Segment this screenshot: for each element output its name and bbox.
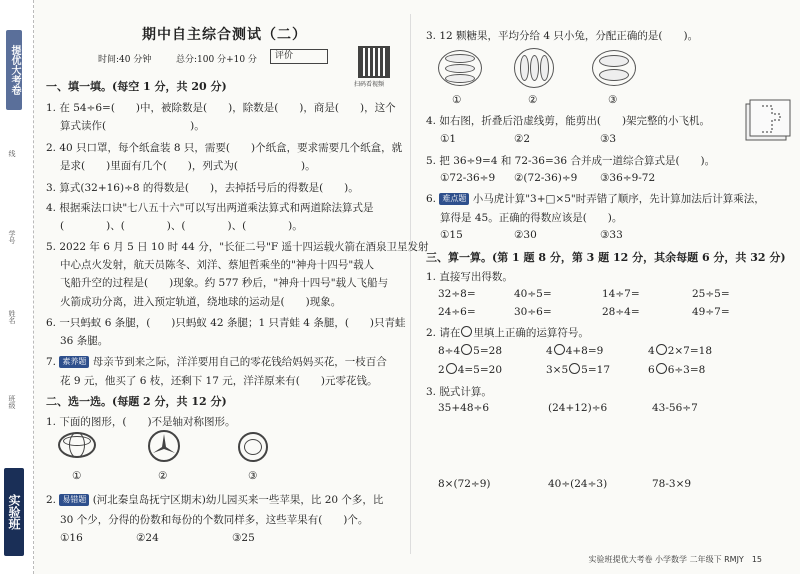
q5-line-a: 5. 2022 年 6 月 5 日 10 时 44 分，"长征二号"F 遥十四运载火箭在酒泉卫星发射 <box>46 241 429 253</box>
choice-3-question: 3. 12 颗糖果，平均分给 4 只小兔，分配正确的是( )。 <box>426 30 699 42</box>
side-label-class: 班级 <box>8 395 16 409</box>
choice-2-line-b: 30 个少，分得的份数和每份的个数同样多，这些苹果有( )个。 <box>60 514 369 526</box>
page-title: 期中自主综合测试（二） <box>142 27 307 43</box>
literacy-badge: 素养题 <box>59 356 89 368</box>
q7-line-a: 7. 素养题 母亲节到来之际，洋洋要用自己的零花钱给妈妈买花，一枝百合 <box>46 356 387 368</box>
q4-line-a: 4. 根据乘法口诀"七八五十六"可以写出两道乘法算式和两道除法算式是 <box>46 202 374 214</box>
arith-3-r1-c3[interactable]: 43-56÷7 <box>652 402 698 414</box>
choice-6-option-2[interactable]: ②30 <box>514 229 537 241</box>
arith-1-r2-c4[interactable]: 49÷7= <box>692 306 730 318</box>
q7-line-b: 花 9 元，他买了 6 枝，还剩下 17 元，洋洋原来有( )元零花钱。 <box>60 375 378 387</box>
arith-2-r2-c1: 2 4=5=20 <box>438 364 503 376</box>
arith-2-text-a: 2. 请在 <box>426 327 461 339</box>
choice-5-option-2[interactable]: ②(72-36)÷9 <box>514 172 578 184</box>
side-label-line: 线 <box>8 150 16 157</box>
choice-2-line-a: 2. 易错题 (河北秦皇岛抚宁区期末)幼儿园买来一些苹果，比 20 个多，比 <box>46 494 384 506</box>
mercedes-logo-icon <box>148 430 180 462</box>
q2-line-a: 2. 40 只口罩，每个纸盒装 8 只，需要( )个纸盒，要求需要几个纸盒，就 <box>46 142 403 154</box>
arith-1-r1-c1[interactable]: 32÷8= <box>438 288 476 300</box>
arith-3-r2-c2[interactable]: 40÷(24÷3) <box>548 478 608 490</box>
arith-1-r1-c2[interactable]: 40÷5= <box>514 288 552 300</box>
side-label-number: 学号 <box>8 230 16 244</box>
q6-line-b: 36 条腿。 <box>60 335 109 347</box>
q2-line-b: 是求( )里面有几个( )，列式为( )。 <box>60 160 316 172</box>
candy-plate-2-icon <box>514 48 554 88</box>
arith-2-text-b: 里填上正确的运算符号。 <box>473 327 589 339</box>
q7-text-a: 母亲节到来之际，洋洋要用自己的零花钱给妈妈买花，一枝百合 <box>92 356 387 368</box>
error-prone-badge: 易错题 <box>59 494 89 506</box>
qr-code-icon[interactable] <box>358 46 390 78</box>
choice-6-option-1[interactable]: ①15 <box>440 229 463 241</box>
binding-margin <box>0 0 34 574</box>
section-3-heading: 三、算一算。(第 1 题 8 分，第 3 题 12 分，其余每题 6 分，共 32 分) <box>426 251 786 264</box>
choice-1-option-1[interactable]: ① <box>72 470 82 482</box>
section-2-heading: 二、选一选。(每题 2 分，共 12 分) <box>46 395 227 408</box>
choice-2-option-2[interactable]: ②24 <box>136 532 159 544</box>
blank-circle-icon <box>461 326 472 337</box>
q3-line: 3. 算式(32+16)÷8 的得数是( )，去掉括号后的得数是( )。 <box>46 182 359 194</box>
qr-caption: 扫码看视频 <box>354 81 385 88</box>
choice-5-option-3[interactable]: ③36÷9-72 <box>600 172 656 184</box>
choice-2-text-a: (河北秦皇岛抚宁区期末)幼儿园买来一些苹果，比 20 个多，比 <box>92 494 384 506</box>
candy-plate-1-icon <box>438 50 482 86</box>
arith-1-r2-c1[interactable]: 24÷6= <box>438 306 476 318</box>
toyota-logo-icon <box>58 432 96 458</box>
choice-4-option-2[interactable]: ②2 <box>514 133 531 145</box>
q5-line-d: 火箭成功分离，进入预定轨道，绕地球的运动是( )现象。 <box>60 296 342 308</box>
choice-3-option-2[interactable]: ② <box>528 94 538 106</box>
arith-1-r2-c3[interactable]: 28÷4= <box>602 306 640 318</box>
choice-6-line-b: 算得是 45。正确的得数应该是( )。 <box>440 212 623 224</box>
choice-4-option-1[interactable]: ①1 <box>440 133 457 145</box>
total-score: 总分:100 分+10 分 <box>176 55 257 65</box>
arith-2-r2-c2: 3×5 5=17 <box>546 364 611 376</box>
operator-blank[interactable] <box>656 363 667 374</box>
brand-bottom-label: 实验班 <box>4 468 24 556</box>
q6-line-a: 6. 一只蚂蚁 6 条腿，( )只蚂蚁 42 条腿；1 只青蛙 4 条腿，( )只青蛙 <box>46 317 406 329</box>
arith-2-r1-c3: 4 2×7=18 <box>648 345 713 357</box>
brand-top-label: 提优大考卷 <box>6 30 22 110</box>
choice-5-option-1[interactable]: ①72-36÷9 <box>440 172 496 184</box>
choice-1-option-2[interactable]: ② <box>158 470 168 482</box>
choice-6-text-a: 小马虎计算"3+□×5"时弄错了顺序，先计算加法后计算乘法， <box>472 193 765 205</box>
arith-2-r1-c2: 4 4+8=9 <box>546 345 604 357</box>
candy-plate-3-icon <box>592 50 636 86</box>
operator-blank[interactable] <box>461 344 472 355</box>
arith-1-r1-c4[interactable]: 25÷5= <box>692 288 730 300</box>
choice-6-line-a: 6. 难点题 小马虎计算"3+□×5"时弄错了顺序，先计算加法后计算乘法， <box>426 193 765 205</box>
operator-blank[interactable] <box>446 363 457 374</box>
page-footer: 实验班提优大考卷 小学数学 二年级下 RMJY 15 <box>588 555 762 564</box>
q4-line-b: ( )、( )、( )、( )。 <box>60 220 303 232</box>
arith-2-r1-c1: 8÷4 5=28 <box>438 345 503 357</box>
choice-4-question: 4. 如右图，折叠后沿虚线剪，能剪出( )架完整的小飞机。 <box>426 115 711 127</box>
choice-3-option-1[interactable]: ① <box>452 94 462 106</box>
choice-6-option-3[interactable]: ③33 <box>600 229 623 241</box>
arith-2-r2-c3: 6 6÷3=8 <box>648 364 706 376</box>
arith-1-r2-c2[interactable]: 30÷6= <box>514 306 552 318</box>
folded-paper-plane-icon <box>742 98 792 146</box>
arith-1-heading: 1. 直接写出得数。 <box>426 271 513 283</box>
choice-1-option-3[interactable]: ③ <box>248 470 258 482</box>
side-label-name: 姓名 <box>8 310 16 324</box>
q1-line-b: 算式读作( )。 <box>60 120 205 132</box>
section-1-heading: 一、填一填。(每空 1 分，共 20 分) <box>46 80 227 93</box>
operator-blank[interactable] <box>656 344 667 355</box>
arith-3-r2-c3[interactable]: 78-3×9 <box>652 478 692 490</box>
evaluation-box[interactable]: 评价 <box>270 49 328 64</box>
choice-4-option-3[interactable]: ③3 <box>600 133 617 145</box>
arith-3-heading: 3. 脱式计算。 <box>426 386 492 398</box>
difficulty-badge: 难点题 <box>439 193 469 205</box>
time-limit: 时间:40 分钟 <box>98 55 152 65</box>
choice-3-option-3[interactable]: ③ <box>608 94 618 106</box>
arith-1-r1-c3[interactable]: 14÷7= <box>602 288 640 300</box>
choice-2-option-1[interactable]: ①16 <box>60 532 83 544</box>
column-divider <box>410 14 411 554</box>
q5-line-b: 中心点火发射，航天员陈冬、刘洋、蔡旭哲乘坐的"神舟十四号"载人 <box>60 259 375 271</box>
operator-blank[interactable] <box>554 344 565 355</box>
arith-2-heading <box>426 325 589 340</box>
q1-line-a: 1. 在 54÷6=( )中，被除数是( )，除数是( )，商是( )，这个 <box>46 102 396 114</box>
choice-1-question: 1. 下面的图形，( )不是轴对称图形。 <box>46 416 236 428</box>
arith-3-r2-c1[interactable]: 8×(72÷9) <box>438 478 491 490</box>
choice-5-question: 5. 把 36÷9=4 和 72-36=36 合并成一道综合算式是( )。 <box>426 155 716 167</box>
operator-blank[interactable] <box>569 363 580 374</box>
arith-3-r1-c1[interactable]: 35+48÷6 <box>438 402 489 414</box>
arith-3-r1-c2[interactable]: (24+12)÷6 <box>548 402 608 414</box>
choice-2-option-3[interactable]: ③25 <box>232 532 255 544</box>
q5-line-c: 飞船升空的过程是( )现象。约 577 秒后，"神舟十四号"载人飞船与 <box>60 277 389 289</box>
hyundai-logo-icon <box>238 432 268 462</box>
